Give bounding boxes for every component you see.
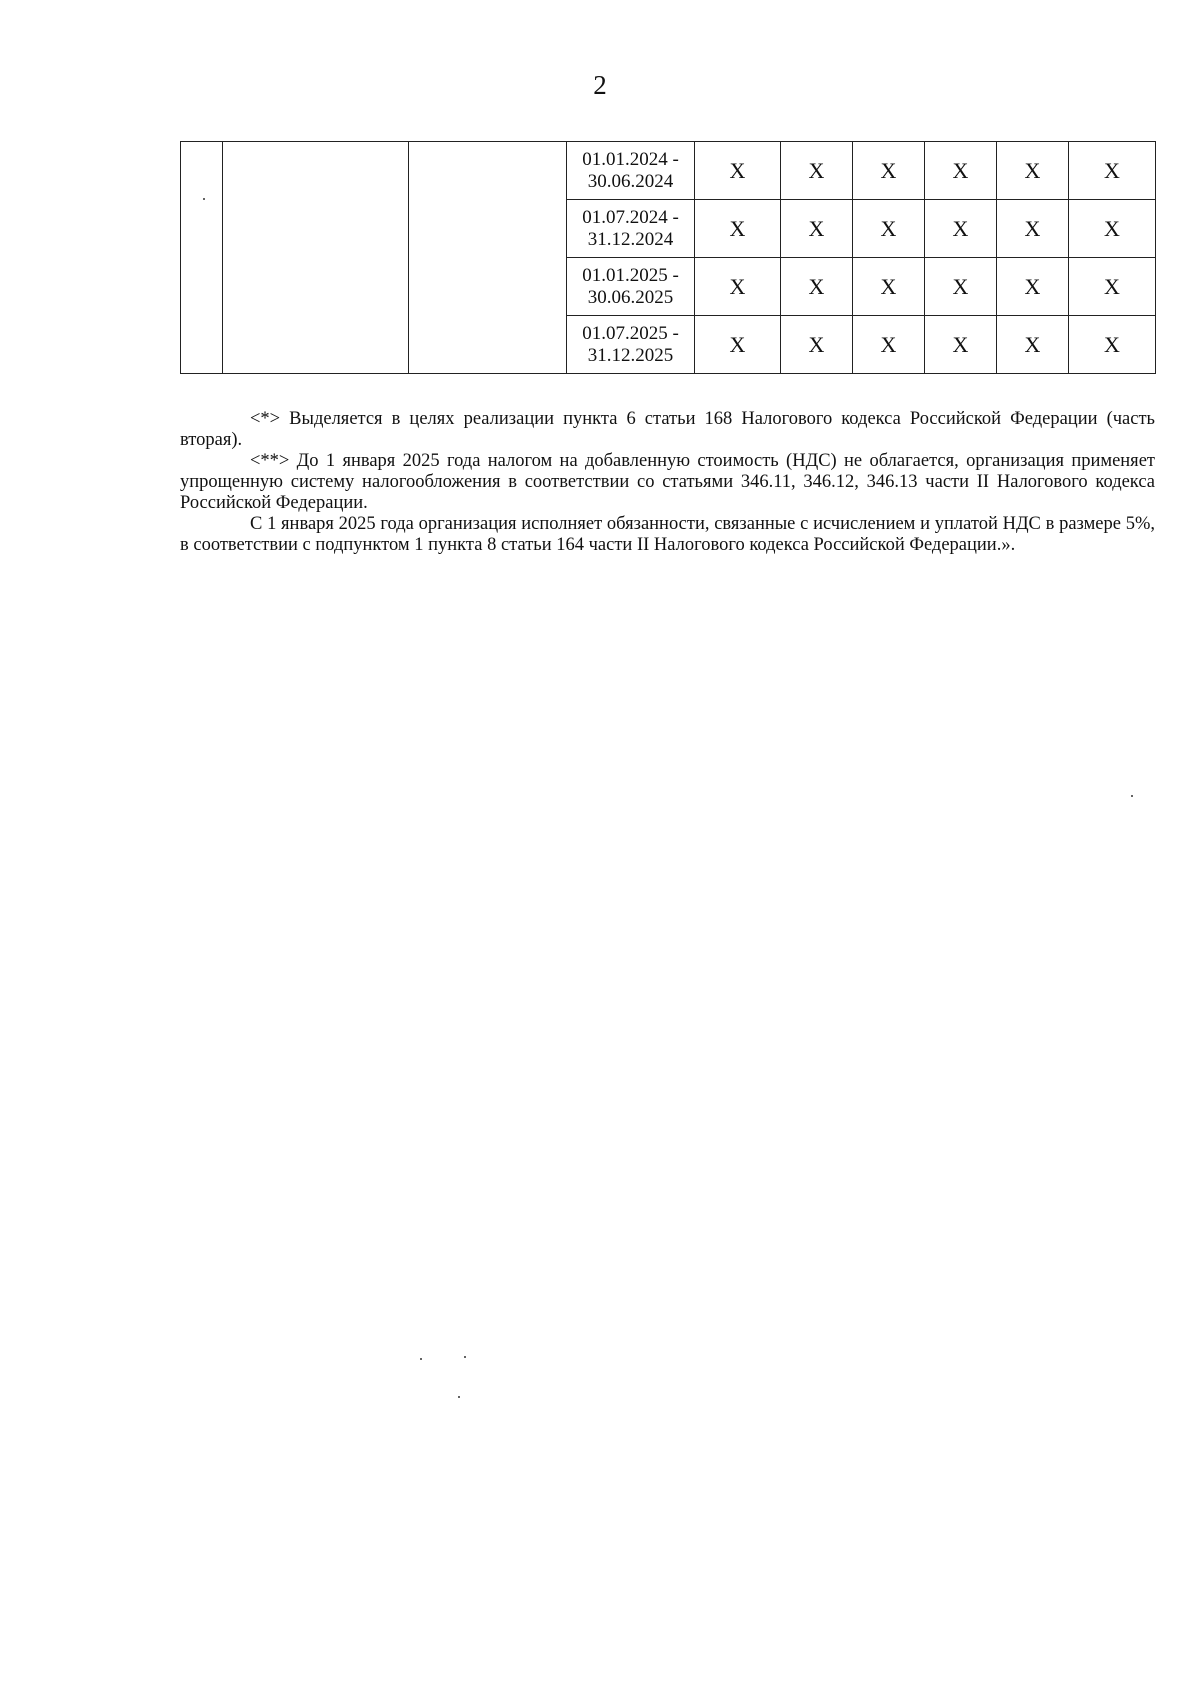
mark-cell: X (997, 258, 1069, 316)
row-number-cell (181, 142, 223, 374)
mark-cell: X (781, 142, 853, 200)
period-end: 31.12.2024 (587, 228, 674, 250)
mark-cell: X (853, 258, 925, 316)
period-cell (567, 200, 695, 258)
period-end: 30.06.2024 (587, 170, 674, 192)
page-number: 2 (593, 70, 607, 100)
mark-cell: X (695, 258, 781, 316)
scan-speck (203, 198, 205, 200)
period-cell (567, 258, 695, 316)
footnote-double-asterisk: <**> До 1 января 2025 года налогом на добавленную стоимость (НДС) не облагается, организация применяет упрощенную систему налогообложения в соответствии со статьями 346.11, 346.12, 346.13 части II Налогового кодекса Российской Федерации. (180, 451, 1155, 513)
mark-cell: X (925, 200, 997, 258)
mark-cell: X (1069, 316, 1156, 374)
mark-cell: X (1069, 142, 1156, 200)
period-start: 01.07.2024 - (582, 206, 679, 228)
mark-cell: X (853, 142, 925, 200)
mark-cell: X (925, 316, 997, 374)
period-end: 30.06.2025 (587, 286, 674, 308)
mark-cell: X (853, 200, 925, 258)
footnotes (180, 409, 1155, 556)
footnote-single-asterisk: <*> Выделяется в целях реализации пункта 6 статьи 168 Налогового кодекса Российской Федерации (часть вторая). (180, 409, 1155, 450)
scan-speck (458, 1396, 460, 1398)
mark-cell: X (781, 316, 853, 374)
mark-cell: X (853, 316, 925, 374)
table-row (181, 142, 1156, 200)
mark-cell: X (1069, 258, 1156, 316)
mark-cell: X (1069, 200, 1156, 258)
scan-speck (464, 1356, 466, 1358)
period-start: 01.01.2025 - (582, 264, 679, 286)
period-table (180, 141, 1156, 374)
period-end: 31.12.2025 (587, 344, 674, 366)
mark-cell: X (695, 200, 781, 258)
mark-cell: X (997, 142, 1069, 200)
mark-cell: X (695, 316, 781, 374)
period-start: 01.07.2025 - (582, 322, 679, 344)
name-cell (223, 142, 409, 374)
mark-cell: X (781, 200, 853, 258)
period-start: 01.01.2024 - (582, 148, 679, 170)
mark-cell: X (925, 142, 997, 200)
period-cell (567, 316, 695, 374)
footnote-vat-paragraph: С 1 января 2025 года организация исполняет обязанности, связанные с исчислением и уплатой НДС в размере 5%, в соответствии с подпунктом 1 пункта 8 статьи 164 части II Налогового кодекса Российской Федерации.». (180, 514, 1155, 555)
mark-cell: X (997, 200, 1069, 258)
mark-cell: X (781, 258, 853, 316)
mark-cell: X (695, 142, 781, 200)
scan-speck (420, 1358, 422, 1360)
period-cell (567, 142, 695, 200)
scan-speck (1131, 795, 1133, 797)
code-cell (409, 142, 567, 374)
mark-cell: X (925, 258, 997, 316)
mark-cell: X (997, 316, 1069, 374)
